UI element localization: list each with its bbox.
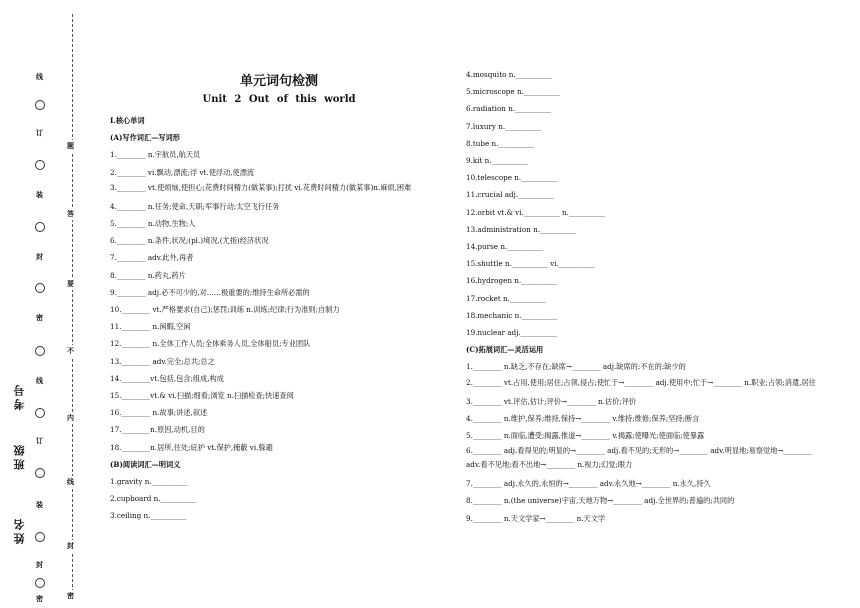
binding-char: 装	[36, 190, 43, 199]
list-item: 1.________ n.缺乏,不存在;缺席→________ adj.缺席的;不在的;缺少的	[466, 362, 686, 372]
binding-char: 订	[36, 436, 43, 445]
list-item: 19.nuclear adj.__________	[466, 328, 557, 338]
list-item: 6.________ n.条件,状况;(pl.)境况,(尤指)经济状况	[110, 236, 269, 246]
list-item: 14.________vt.包括,包含;组成,构成	[110, 373, 224, 383]
list-item: 16.________ n.故事;讲述,叙述	[110, 408, 208, 418]
list-item: 6.radiation n.__________	[466, 104, 552, 114]
binding-inner-char: 不	[67, 346, 74, 355]
binding-char: 线	[36, 72, 43, 81]
binding-inner-char: 密	[67, 591, 74, 600]
list-item: 1.________ n.宇航员,航天员	[110, 150, 201, 160]
list-item: 8.tube n.__________	[466, 138, 535, 148]
exam-number-label: 考号	[13, 382, 26, 410]
binding-inner-char: 内	[67, 413, 74, 422]
list-item: 18.________n.居所,住处;庇护 vt.保护,掩蔽 vi.躲避	[110, 442, 273, 452]
list-item: 8.________ n.(the universe)宇宙,天地万物→________ adj.全世界的;普遍的;共同的	[466, 496, 735, 506]
class-label: 班级	[13, 442, 26, 470]
list-item: 1.gravity n.__________	[110, 477, 188, 487]
list-item: 2.________ vt.占用,使用;居住;占领,侵占;使忙于→________ adj.使用中;忙于→________ n.职业;占领;消遣,居住	[466, 377, 816, 387]
binding-circle	[35, 468, 45, 478]
list-item: 5.________ n.动物,生物;人	[110, 219, 196, 229]
list-item: 2.cupboard n.__________	[110, 494, 197, 504]
unit-title: Unit 2 Out of this world	[202, 94, 356, 105]
list-item: 7.________ adj.永久的,永恒的→________ adv.永久地→________ n.永久,持久	[466, 479, 711, 489]
list-item: 9.________ n.天文学家→________ n.天文学	[466, 513, 606, 523]
binding-circle	[35, 408, 45, 418]
part-heading: Ⅰ.核心单词	[110, 116, 145, 125]
list-item: 12.orbit vt.& vi.__________ n.__________	[466, 207, 605, 217]
list-item: 10.________ vt.严格要求(自己);惩罚;训练 n.训练;纪律;行为准则;自制力	[110, 305, 340, 315]
list-item: 8.________ n.药丸,药片	[110, 270, 186, 280]
binding-inner-char: 答	[67, 209, 74, 218]
binding-inner-char: 题	[67, 141, 74, 150]
binding-circle	[35, 283, 45, 293]
binding-char: 订	[36, 128, 43, 137]
left-column	[110, 112, 450, 525]
list-item: 9.________ adj.必不可少的,对……极重要的;维持生命所必需的	[110, 287, 310, 297]
binding-circle	[35, 160, 45, 170]
binding-char: 线	[36, 376, 43, 385]
list-item: 15.shuttle n.__________ vi.__________	[466, 259, 595, 269]
list-item: 6.________ adj.看得见的;明显的→________ adj.看不见的;无形的→________ adv.明显地;易察觉地→________ adv.看不见地;看不出地→________ n.视力;幻觉;眼力	[466, 446, 813, 470]
list-item: 4.________ n.任务;使命,天职;军事行动;太空飞行任务	[110, 201, 280, 211]
binding-char: 封	[36, 560, 43, 569]
binding-circle	[35, 532, 45, 542]
binding-inner-char: 要	[67, 279, 74, 288]
name-label: 姓名	[13, 516, 26, 544]
list-item: 15.________vt.& vi.扫描;细看;浏览 n.扫描检查;快速查阅	[110, 391, 294, 401]
binding-circle	[35, 100, 45, 110]
binding-char: 装	[36, 500, 43, 509]
binding-circle	[35, 346, 45, 356]
binding-circle	[35, 578, 45, 588]
list-item: 17.rocket n.__________	[466, 293, 546, 303]
list-item: 5.________ n.面临,遭受;揭露,推道→________ v.揭露;使曝光;使面临;使暴露	[466, 431, 705, 441]
list-item: 4.mosquito n.__________	[466, 70, 552, 79]
list-item: 2.________ vi.飘动,漂流;浮 vt.使浮动,使漂流	[110, 167, 255, 177]
list-item: 3.ceiling n.__________	[110, 511, 187, 521]
list-item: 17.________n.原因,动机,目的	[110, 425, 205, 435]
binding-circle	[35, 222, 45, 232]
list-item: 11.________ n.闲暇,空闲	[110, 322, 191, 332]
binding-inner-char: 封	[67, 541, 74, 550]
list-item: 3.________ vt.评估,估计;评价→________ n.估价;评价	[466, 396, 637, 406]
page-title: 单元词句检测	[239, 74, 318, 89]
list-item: 14.purse n.__________	[466, 242, 544, 252]
section-a-heading: (A)写作词汇—写词形	[110, 133, 180, 143]
section-b-heading: (B)阅读词汇—明词义	[110, 459, 181, 469]
list-item: 5.microscope n.__________	[466, 87, 560, 97]
binding-char: 密	[36, 594, 43, 603]
list-item: 18.mechanic n.__________	[466, 310, 558, 320]
list-item: 3.________ vt.使烦恼,使担心;花费时间精力(做某事);打扰 vi.花费时间精力(做某事)n.麻烦,困难	[110, 182, 412, 192]
list-item: 11.crucial adj.__________	[466, 190, 555, 200]
section-c-heading: (C)拓展词汇—灵活运用	[466, 345, 544, 355]
list-item: 7.luxury n.__________	[466, 121, 542, 131]
binding-inner-char: 线	[67, 477, 74, 486]
right-column	[466, 66, 816, 527]
binding-margin	[0, 0, 90, 608]
list-item: 12.________ n.全体工作人员;全体乘务人员,全体船员;专业团队	[110, 339, 311, 349]
list-item: 13.administration n.__________	[466, 224, 576, 234]
binding-char: 封	[36, 252, 43, 261]
list-item: 4.________ n.维护,保养;维持,保持→________ v.维持;维修;保养;坚持;断言	[466, 413, 700, 423]
list-item: 7.________ adv.此外,再者	[110, 253, 194, 263]
list-item: 13.________ adv.完全;总共;总之	[110, 356, 215, 366]
list-item: 16.hydrogen n.__________	[466, 276, 558, 286]
binding-dashed-line	[72, 14, 73, 602]
list-item: 10.telescope n.__________	[466, 173, 558, 183]
list-item: 9.kit n.__________	[466, 156, 528, 166]
binding-char: 密	[36, 313, 43, 322]
